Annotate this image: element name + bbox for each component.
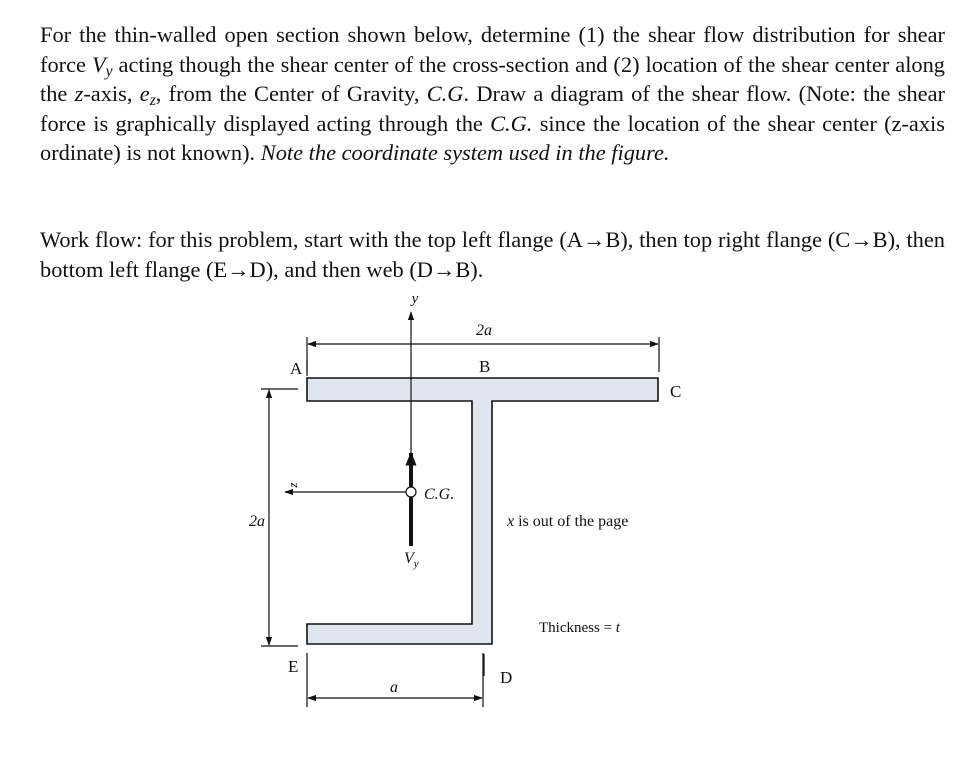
y-axis-label: y [411, 291, 419, 307]
thickness-label: Thickness = t [539, 620, 620, 636]
top-dimension-label: 2a [476, 322, 492, 339]
cg-label: C.G. [424, 486, 455, 503]
point-e-label: E [288, 657, 299, 676]
shear-force-label: $V_y$ [404, 550, 419, 570]
point-a-label: A [290, 359, 303, 378]
shear-force-symbol: $V_y$ [91, 51, 113, 80]
point-d-label: D [500, 668, 513, 687]
z-axis-label: z [285, 482, 300, 488]
workflow-statement: Work flow: for this problem, start with the top left flange (A→B), then top right flange (C→B), then bottom left flange (E→D), and then web (D→B). [40, 227, 945, 282]
bottom-dimension-label: a [390, 679, 398, 696]
height-dimension-label: 2a [249, 513, 265, 530]
cg-marker [406, 487, 416, 497]
coordinate-note: Note the coordinate system used in the figure. [260, 140, 670, 165]
problem-statement: For the thin-walled open section shown below, determine (1) the shear flow distribution for shear force $V_y$ acting though the shear center of the cross-section and (2) location of the shear center along the z-axis, $e_z$, from the Center of Gravity, C.G. Draw a diagram of the shear flow. (Note: the shear force is graphically displayed acting through the C.G. since the location of the shear center (z-axis ordinate) is not known). Note the coordinate system used in the figure. [40, 22, 945, 165]
point-c-label: C [670, 382, 682, 401]
section-shape [307, 378, 658, 644]
shear-center-offset-symbol: $e_z$ [139, 81, 156, 109]
point-b-label: B [479, 357, 491, 376]
x-axis-note: x is out of the page [507, 513, 629, 530]
